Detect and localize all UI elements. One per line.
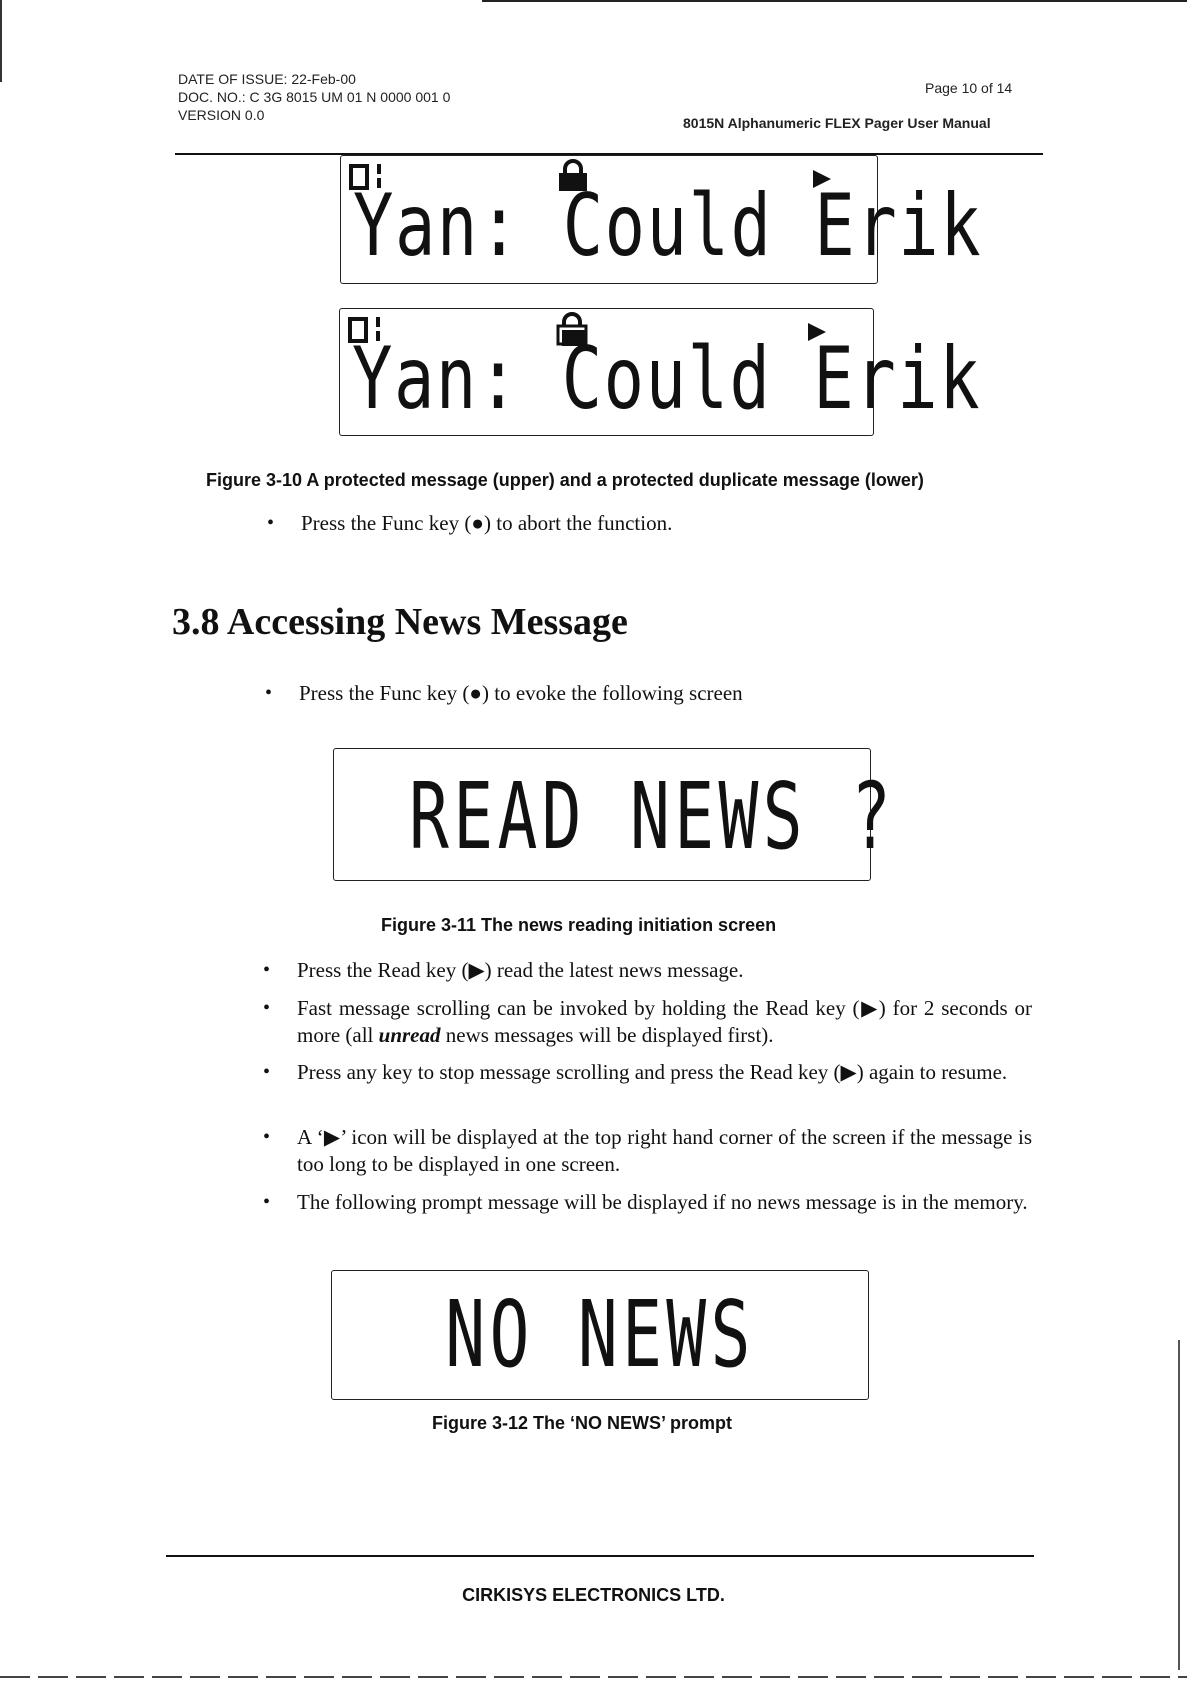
bullet-dot: •	[263, 1126, 271, 1148]
lcd-message-upper: Yan: Could Erik	[353, 176, 983, 276]
bullet-dot: •	[267, 512, 275, 534]
manual-title: 8015N Alphanumeric FLEX Pager User Manual	[683, 115, 991, 131]
bullet-arrow-icon-info: • A ‘▶’ icon will be displayed at the top right hand corner of the screen if the message is too long to be displayed in one screen.	[263, 1125, 1032, 1176]
read-news-text: READ NEWS ?	[409, 763, 896, 870]
bullet-dot: •	[263, 1191, 271, 1213]
bullet-read-latest: • Press the Read key (▶) read the latest news message.	[263, 958, 744, 982]
version: VERSION 0.0	[178, 107, 265, 123]
doc-number: DOC. NO.: C 3G 8015 UM 01 N 0000 001 0	[178, 89, 451, 105]
lcd-protected-duplicate-message	[339, 308, 982, 436]
issue-date: DATE OF ISSUE: 22-Feb-00	[178, 71, 356, 87]
bullet-stop-scroll: • Press any key to stop message scrolling and press the Read key (▶) again to resume.	[263, 1060, 1008, 1084]
figure-3-12-caption: Figure 3-12 The ‘NO NEWS’ prompt	[432, 1413, 733, 1433]
bullet-dot: •	[265, 682, 273, 704]
bullet-abort: • Press the Func key (●) to abort the function.	[267, 511, 673, 535]
footer-company: CIRKISYS ELECTRONICS LTD.	[462, 1585, 725, 1605]
lcd-message-lower: Yan: Could Erik	[352, 329, 982, 429]
lcd-read-news-screen	[333, 748, 896, 881]
bullet-dot: •	[263, 997, 271, 1019]
lcd-no-news-screen	[331, 1270, 869, 1400]
section-heading: 3.8 Accessing News Message	[172, 601, 628, 643]
page-number: Page 10 of 14	[925, 80, 1013, 96]
scan-edge-bottom	[0, 1676, 1187, 1678]
no-news-text: NO NEWS	[445, 1281, 755, 1388]
doc-header-info	[178, 70, 450, 124]
figure-3-11-caption: Figure 3-11 The news reading initiation screen	[381, 915, 777, 935]
bullet-no-news-prompt: • The following prompt message will be displayed if no news message is in the memory.	[263, 1190, 1028, 1214]
scan-edge-top	[482, 0, 1187, 2]
lcd-protected-message	[340, 155, 983, 284]
footer-rule	[166, 1555, 1034, 1557]
bullet-evoke: • Press the Func key (●) to evoke the following screen	[265, 681, 743, 705]
bullet-dot: •	[263, 959, 271, 981]
bullet-dot: •	[263, 1061, 271, 1083]
bullet-fast-scroll: • Fast message scrolling can be invoked by holding the Read key (▶) for 2 seconds or more (all unread news messages will be displayed first).	[263, 996, 1032, 1047]
unread-emphasis: unread	[378, 1023, 441, 1047]
figure-3-10-caption: Figure 3-10 A protected message (upper) and a protected duplicate message (lower)	[206, 470, 924, 490]
scan-edge-left	[0, 0, 2, 82]
scan-edge-right	[1178, 1340, 1180, 1670]
